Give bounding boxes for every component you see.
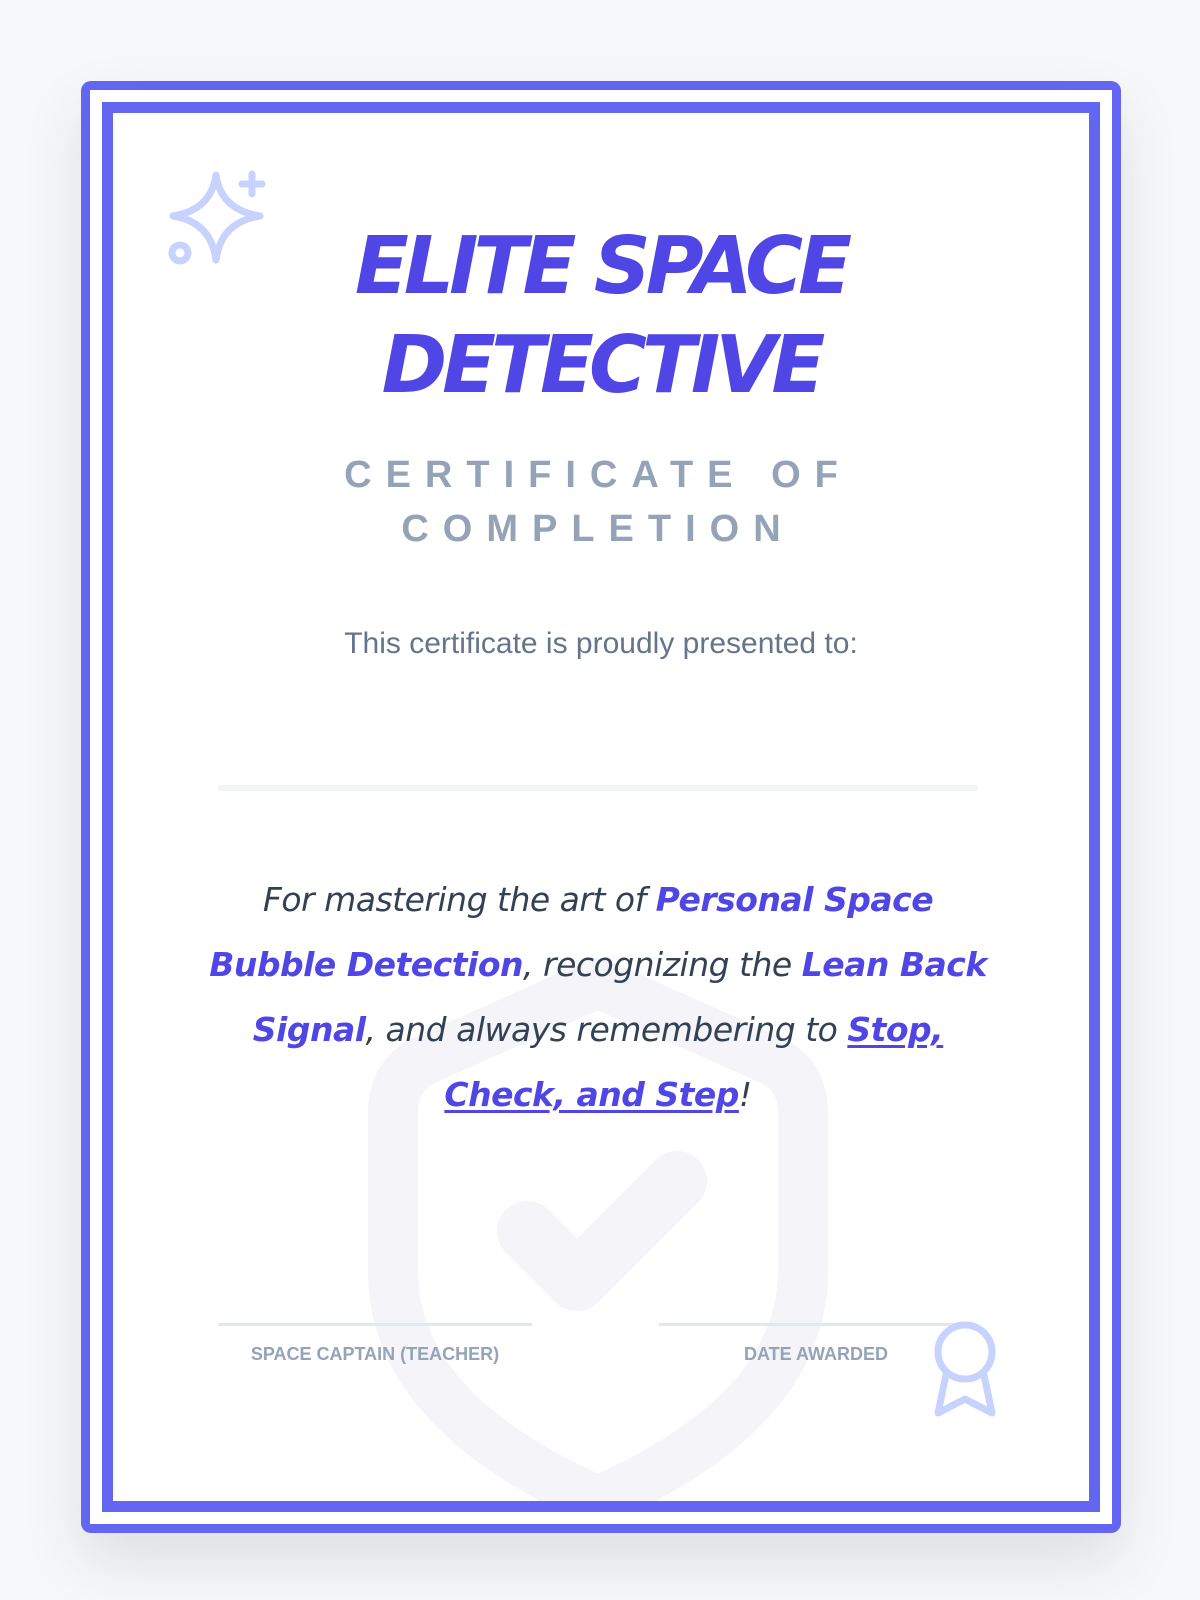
description-highlight-stop-check-step: Stop, Check, and Step xyxy=(444,1010,944,1114)
teacher-signature-label: SPACE CAPTAIN (TEACHER) xyxy=(250,1344,500,1364)
description-middle-2: , and always remembering to xyxy=(365,1010,848,1049)
certificate-subtitle xyxy=(313,448,883,556)
recipient-name-line xyxy=(218,785,978,791)
date-awarded-line[interactable] xyxy=(659,1323,973,1326)
recipient-name-field[interactable] xyxy=(218,718,982,780)
certificate-description xyxy=(203,867,993,1127)
certificate-title xyxy=(113,217,1089,415)
description-intro: For mastering the art of xyxy=(262,880,656,919)
date-awarded xyxy=(659,1323,973,1365)
date-awarded-label: DATE AWARDED xyxy=(744,1344,888,1364)
subtitle-line-1: CERTIFICATE OF xyxy=(344,454,852,496)
description-middle-1: , recognizing the xyxy=(523,945,802,984)
description-highlight-personal-space: Personal Space Bubble Detection xyxy=(209,880,934,984)
award-ribbon-icon xyxy=(928,1317,1002,1423)
description-highlight-lean-back: Lean Back Signal xyxy=(252,945,987,1049)
description-end: ! xyxy=(738,1075,752,1114)
presented-to-text: This certificate is proudly presented to: xyxy=(344,627,858,660)
subtitle-line-2: COMPLETION xyxy=(401,508,795,550)
title-line-2: DETECTIVE xyxy=(381,319,821,411)
certificate-content xyxy=(113,113,1089,1501)
teacher-signature-line[interactable] xyxy=(218,1323,532,1326)
teacher-signature xyxy=(218,1323,532,1365)
title-line-1: ELITE SPACE xyxy=(354,220,848,312)
certificate xyxy=(81,81,1121,1533)
